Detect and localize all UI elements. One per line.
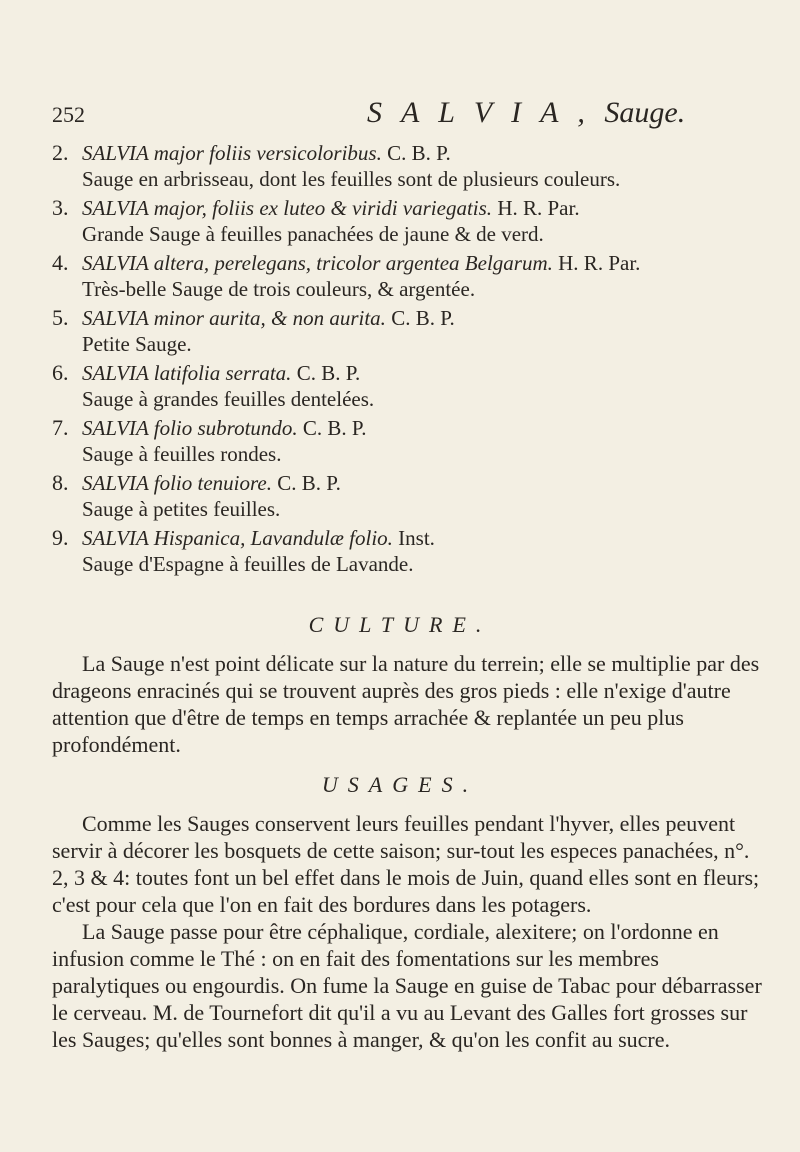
entry-number: 5. — [52, 305, 69, 330]
page-header — [52, 96, 752, 136]
french-name: Grande Sauge à feuilles panachées de jaune & de verd. — [82, 222, 544, 246]
species-entry — [52, 250, 772, 302]
authority: Inst. — [398, 526, 435, 550]
entry-number: 3. — [52, 195, 69, 220]
french-name: Sauge à grandes feuilles dentelées. — [82, 387, 375, 411]
latin-text: SALVIA latifolia serrata. — [82, 361, 292, 385]
french-name: Sauge d'Espagne à feuilles de Lavande. — [82, 552, 414, 576]
latin-text: SALVIA altera, perelegans, tricolor argentea Belgarum. — [82, 251, 553, 275]
latin-name — [82, 360, 772, 386]
species-entry — [52, 360, 772, 412]
french-name: Sauge à feuilles rondes. — [82, 442, 282, 466]
species-entry — [52, 525, 772, 577]
species-entry — [52, 415, 772, 467]
usages-paragraph: La Sauge passe pour être céphalique, cordiale, alexitere; on l'ordonne en infusion comme le Thé : on en fait des fomentations sur les membres paralytiques ou engourdis. On fume la Sauge en guise de Tabac pour débarrasser le cerveau. M. de Tournefort dit qu'il a vu au Levant des Galles fort grosses sur les Sauges; qu'elles sont bonnes à manger, & qu'on les confit au sucre. — [52, 919, 762, 1052]
usages-heading: USAGES. — [321, 772, 479, 797]
running-title — [367, 96, 685, 130]
authority: C. B. P. — [391, 306, 455, 330]
entry-number: 8. — [52, 470, 69, 495]
culture-heading: CULTURE. — [308, 612, 492, 637]
culture-text — [52, 650, 768, 758]
authority: H. R. Par. — [558, 251, 641, 275]
species-entry — [52, 470, 772, 522]
species-entry — [52, 195, 772, 247]
latin-name — [82, 140, 772, 166]
authority: C. B. P. — [277, 471, 341, 495]
usages-text — [52, 810, 768, 1053]
latin-name — [82, 250, 772, 276]
french-name: Très-belle Sauge de trois couleurs, & argentée. — [82, 277, 476, 301]
latin-name — [82, 415, 772, 441]
latin-text: SALVIA major foliis versicoloribus. — [82, 141, 382, 165]
latin-name — [82, 525, 772, 551]
authority: C. B. P. — [296, 361, 361, 385]
latin-name — [82, 195, 772, 221]
authority: C. B. P. — [387, 141, 451, 165]
culture-paragraph: La Sauge n'est point délicate sur la nature du terrein; elle se multiplie par des drageons enracinés qui se trouvent auprès des gros pieds : elle n'exige d'autre attention que d'être de temps en temps arrachée & replantée un peu plus profondément. — [52, 651, 760, 757]
latin-text: SALVIA folio subrotundo. — [82, 416, 298, 440]
running-title-common: Sauge. — [604, 96, 686, 129]
latin-text: SALVIA folio tenuiore. — [82, 471, 272, 495]
entry-number: 9. — [52, 525, 69, 550]
authority: H. R. Par. — [497, 196, 580, 220]
french-name: Petite Sauge. — [82, 332, 192, 356]
species-list — [52, 140, 772, 580]
latin-name — [82, 305, 772, 331]
latin-text: SALVIA major, foliis ex luteo & viridi variegatis. — [82, 196, 493, 220]
entry-number: 2. — [52, 140, 69, 165]
french-name: Sauge en arbrisseau, dont les feuilles sont de plusieurs couleurs. — [82, 167, 621, 191]
entry-number: 7. — [52, 415, 69, 440]
usages-paragraph: Comme les Sauges conservent leurs feuilles pendant l'hyver, elles peuvent servir à décorer les bosquets de cette saison; sur-tout les especes panachées, n°. 2, 3 & 4: toutes font un bel effet dans le mois de Juin, quand elles sont en fleurs; c'est pour cela que l'on en fait des bordures dans les potagers. — [52, 811, 760, 917]
french-name: Sauge à petites feuilles. — [82, 497, 281, 521]
species-entry — [52, 305, 772, 357]
entry-number: 6. — [52, 360, 69, 385]
latin-name — [82, 470, 772, 496]
entry-number: 4. — [52, 250, 69, 275]
running-title-genus: S A L V I A , — [367, 96, 591, 129]
page-number: 252 — [52, 102, 85, 127]
latin-text: SALVIA minor aurita, & non aurita. — [82, 306, 386, 330]
species-entry — [52, 140, 772, 192]
latin-text: SALVIA Hispanica, Lavandulæ folio. — [82, 526, 393, 550]
authority: C. B. P. — [302, 416, 367, 440]
